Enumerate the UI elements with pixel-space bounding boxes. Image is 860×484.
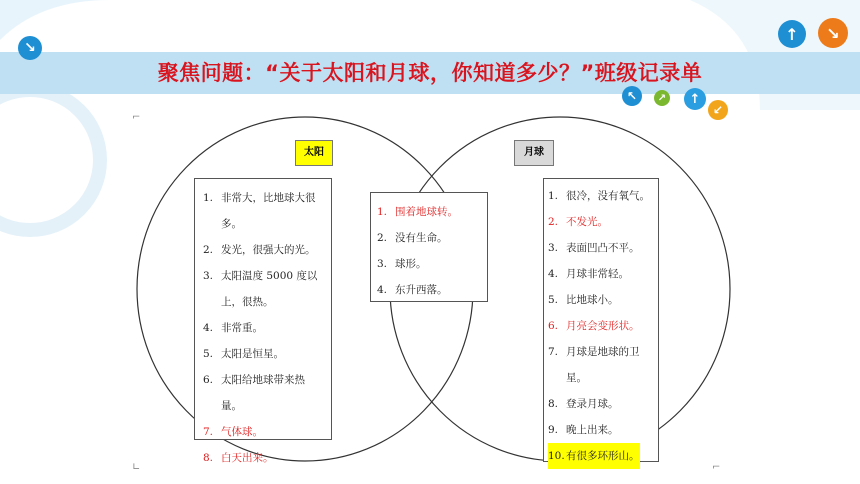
moon-item-number: 5. xyxy=(548,294,559,306)
common-item-text: 东升西落。 xyxy=(395,284,448,296)
sun-item-text: 发光，很强大的光。 xyxy=(221,244,316,256)
sun-item-number: 5. xyxy=(203,348,214,360)
sun-item-text: 气体球。 xyxy=(221,426,263,438)
arrow-up-left-icon: ↖ xyxy=(622,86,642,106)
sun-item xyxy=(203,367,325,419)
corner-mark: ⌐ xyxy=(712,462,721,473)
moon-list-box xyxy=(543,178,659,462)
common-item xyxy=(377,225,481,251)
common-item-text: 没有生命。 xyxy=(395,232,448,244)
sun-item-number: 8. xyxy=(203,452,214,464)
sun-item-text: 太阳温度 5000 度以上，很热。 xyxy=(221,270,318,308)
moon-item-text: 月亮会变形状。 xyxy=(566,320,640,332)
moon-item xyxy=(548,443,654,469)
sun-item-number: 7. xyxy=(203,426,214,438)
arrow-up-icon: ↑ xyxy=(778,20,806,48)
moon-item-text: 月球非常轻。 xyxy=(566,268,629,280)
moon-item-text: 比地球小。 xyxy=(566,294,619,306)
moon-item xyxy=(548,417,654,443)
common-item-text: 围着地球转。 xyxy=(395,206,458,218)
moon-list xyxy=(548,183,654,469)
moon-item xyxy=(548,183,654,209)
common-item-number: 1. xyxy=(377,206,388,218)
sun-item xyxy=(203,263,325,315)
common-list xyxy=(377,199,481,303)
moon-item xyxy=(548,391,654,417)
moon-item xyxy=(548,287,654,313)
moon-item-number: 10. xyxy=(548,450,565,462)
moon-item-text: 表面凹凸不平。 xyxy=(566,242,640,254)
moon-item-number: 1. xyxy=(548,190,559,202)
sun-item-number: 6. xyxy=(203,374,214,386)
moon-item xyxy=(548,261,654,287)
common-item xyxy=(377,277,481,303)
moon-label: 月球 xyxy=(514,140,554,166)
common-item-number: 4. xyxy=(377,284,388,296)
moon-item-text: 有很多环形山。 xyxy=(566,450,640,462)
common-list-box xyxy=(370,192,488,302)
moon-item-text: 登录月球。 xyxy=(566,398,619,410)
common-item-number: 3. xyxy=(377,258,388,270)
moon-item-text: 很冷，没有氧气。 xyxy=(566,190,650,202)
sun-item-text: 太阳是恒星。 xyxy=(221,348,284,360)
sun-list xyxy=(203,185,325,471)
moon-item xyxy=(548,313,654,339)
sun-list-box xyxy=(194,178,332,464)
moon-item-number: 3. xyxy=(548,242,559,254)
sun-item xyxy=(203,315,325,341)
common-item xyxy=(377,199,481,225)
sun-item xyxy=(203,445,325,471)
sun-item-number: 2. xyxy=(203,244,214,256)
arrow-up-icon: ↑ xyxy=(684,88,706,110)
moon-item xyxy=(548,339,654,391)
sun-item-text: 白天出来。 xyxy=(221,452,274,464)
moon-item-number: 4. xyxy=(548,268,559,280)
moon-item-text: 不发光。 xyxy=(566,216,608,228)
arrow-up-right-icon: ↗ xyxy=(654,90,670,106)
common-item-text: 球形。 xyxy=(395,258,427,270)
sun-item xyxy=(203,419,325,445)
moon-item-number: 8. xyxy=(548,398,559,410)
sun-item xyxy=(203,237,325,263)
sun-item-number: 4. xyxy=(203,322,214,334)
moon-item-number: 9. xyxy=(548,424,559,436)
sun-item xyxy=(203,185,325,237)
moon-item xyxy=(548,235,654,261)
moon-item-text: 月球是地球的卫星。 xyxy=(566,346,640,384)
arrow-down-right-icon: ↘ xyxy=(818,18,848,48)
moon-item-number: 7. xyxy=(548,346,559,358)
moon-item-text: 晚上出来。 xyxy=(566,424,619,436)
sun-item-number: 1. xyxy=(203,192,214,204)
sun-item-text: 非常大，比地球大很多。 xyxy=(221,192,316,230)
sun-item-number: 3. xyxy=(203,270,214,282)
arrow-down-right-icon: ↘ xyxy=(18,36,42,60)
sun-item-text: 太阳给地球带来热量。 xyxy=(221,374,305,412)
sun-label: 太阳 xyxy=(295,140,333,166)
corner-mark: ⌐ xyxy=(132,112,141,123)
moon-item-number: 6. xyxy=(548,320,559,332)
common-item xyxy=(377,251,481,277)
common-item-number: 2. xyxy=(377,232,388,244)
sun-item-text: 非常重。 xyxy=(221,322,263,334)
moon-item xyxy=(548,209,654,235)
moon-item-number: 2. xyxy=(548,216,559,228)
sun-item xyxy=(203,341,325,367)
page-title: 聚焦问题：“关于太阳和月球，你知道多少？”班级记录单 xyxy=(157,61,703,85)
arrow-down-left-icon: ↙ xyxy=(708,100,728,120)
corner-mark: ∟ xyxy=(132,462,141,473)
